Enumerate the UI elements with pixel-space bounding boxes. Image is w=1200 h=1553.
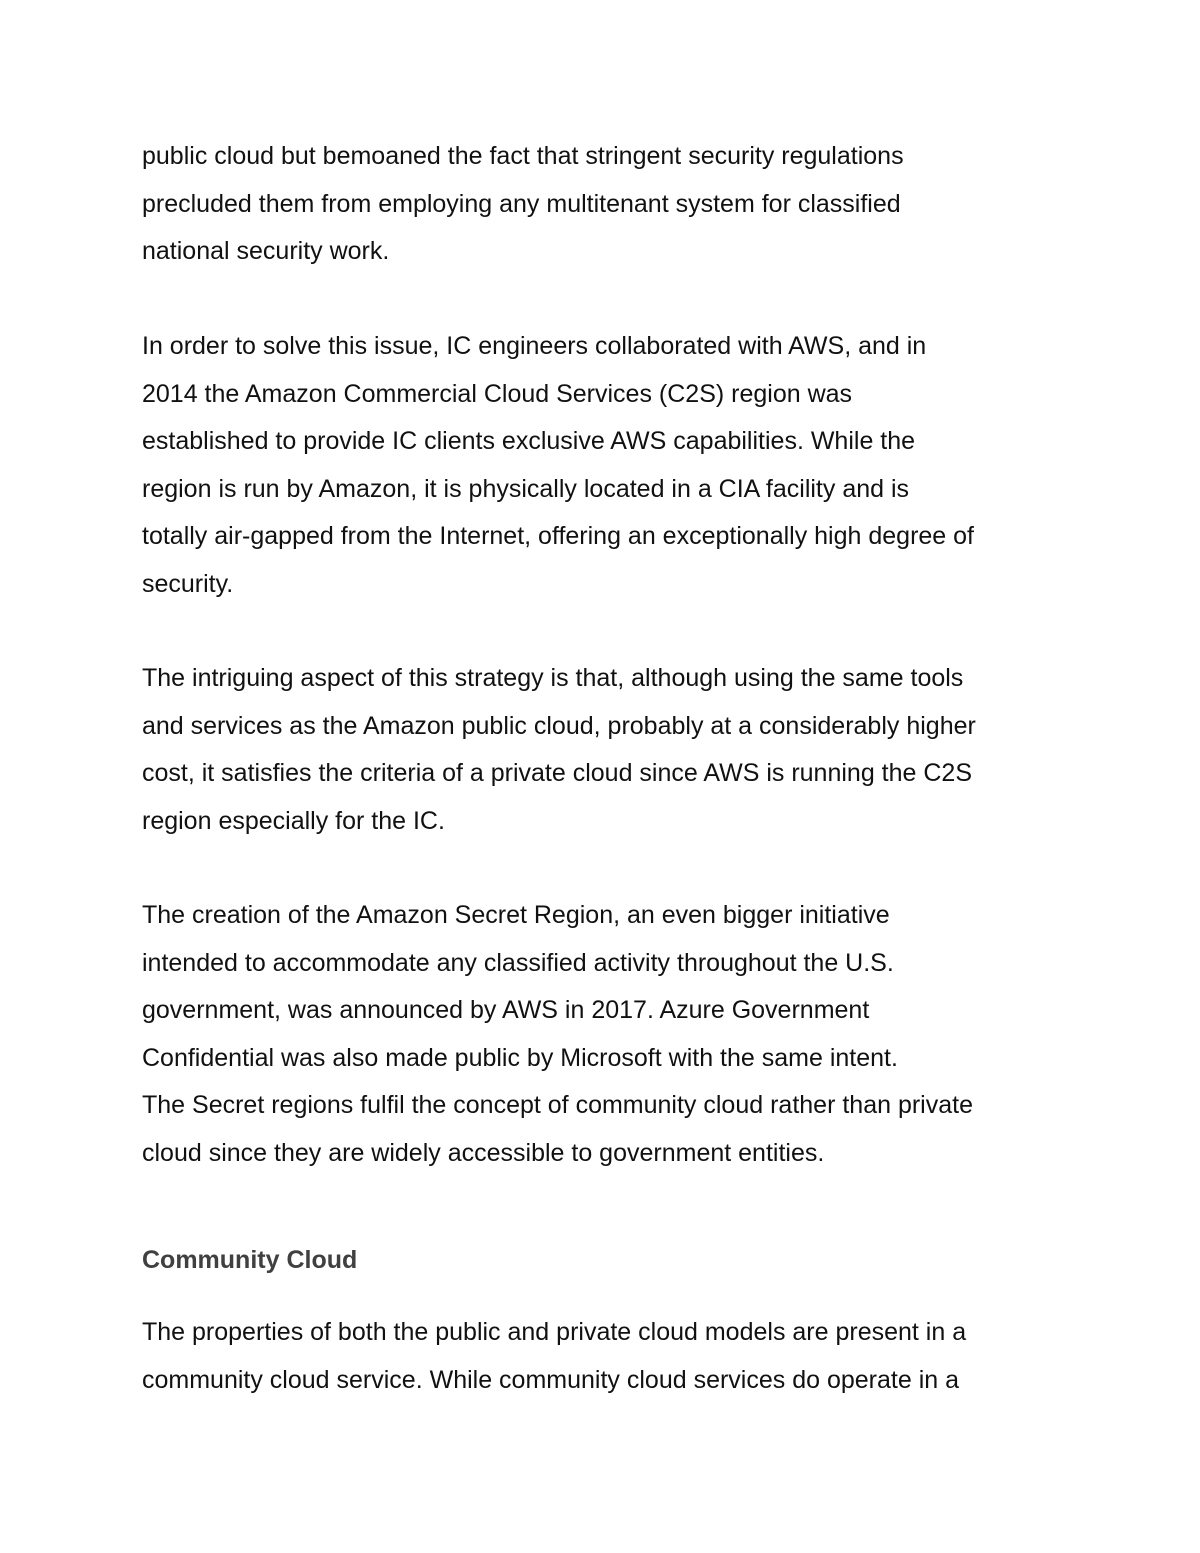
- text-line: established to provide IC clients exclusive AWS capabilities. While the: [142, 427, 916, 456]
- text-line: The creation of the Amazon Secret Region, an even bigger initiative: [142, 901, 890, 929]
- paragraph-strategy-aspect: [142, 655, 1072, 845]
- text-line: public cloud but bemoaned the fact that stringent security regulations: [142, 142, 904, 170]
- text-line: region especially for the IC.: [142, 806, 445, 835]
- text-line: In order to solve this issue, IC engineers collaborated with AWS, and in: [142, 332, 927, 360]
- text-line: security.: [142, 569, 234, 598]
- text-line: precluded them from employing any multitenant system for classified: [142, 189, 901, 218]
- paragraph-c2s-region: [142, 323, 1072, 609]
- text-line: The Secret regions fulfil the concept of community cloud rather than private: [142, 1091, 973, 1120]
- section-heading: Community Cloud: [142, 1246, 358, 1274]
- text-line: The intriguing aspect of this strategy is that, although using the same tools: [142, 664, 964, 692]
- paragraph-secret-region: [142, 892, 1072, 1178]
- text-line: and services as the Amazon public cloud, probably at a considerably higher: [142, 711, 976, 740]
- text-line: national security work.: [142, 237, 390, 266]
- text-line: cost, it satisfies the criteria of a private cloud since AWS is running the C2S: [142, 759, 973, 788]
- text-line: community cloud service. While community cloud services do operate in a: [142, 1365, 960, 1394]
- text-line: totally air-gapped from the Internet, offering an exceptionally high degree of: [142, 522, 975, 551]
- text-line: region is run by Amazon, it is physically located in a CIA facility and is: [142, 474, 910, 503]
- text-line: The properties of both the public and private cloud models are present in a: [142, 1318, 967, 1346]
- paragraph-public-cloud-security: [142, 133, 1072, 276]
- paragraph-community-cloud-intro: [142, 1309, 1072, 1404]
- text-line: Confidential was also made public by Microsoft with the same intent.: [142, 1043, 898, 1072]
- text-line: government, was announced by AWS in 2017. Azure Government: [142, 996, 870, 1025]
- text-line: 2014 the Amazon Commercial Cloud Services (C2S) region was: [142, 379, 853, 408]
- text-line: cloud since they are widely accessible to government entities.: [142, 1138, 825, 1167]
- text-line: intended to accommodate any classified activity throughout the U.S.: [142, 948, 894, 977]
